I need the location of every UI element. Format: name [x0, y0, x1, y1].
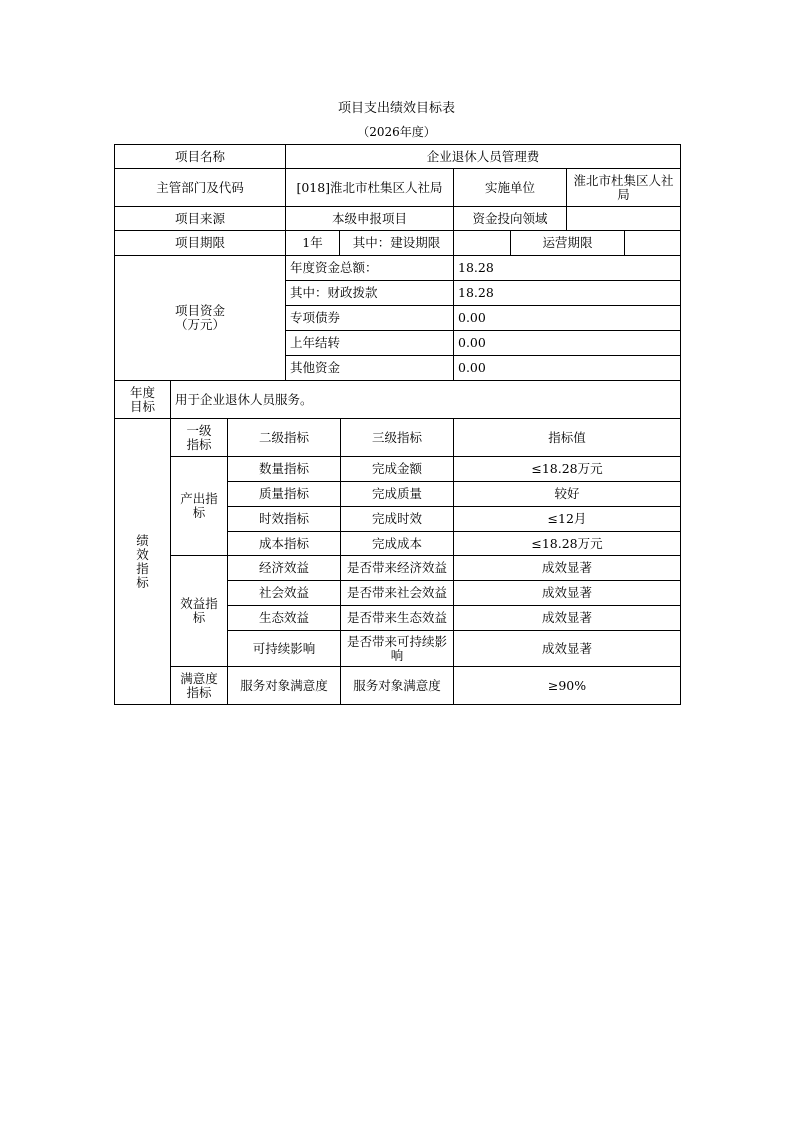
- output-indicator-label: [170, 456, 228, 556]
- funds-row-label: 专项债券: [285, 305, 454, 331]
- benefit-row-l2: 生态效益: [227, 605, 341, 631]
- indicators-side-char: 效: [136, 546, 149, 562]
- benefit-row-l3: 是否带来经济效益: [340, 555, 454, 581]
- output-row-l3: 完成金额: [340, 456, 454, 482]
- output-row-l3: 完成质量: [340, 481, 454, 507]
- output-row-value: 较好: [453, 481, 681, 507]
- funds-row-label: 其中：财政拨款: [285, 280, 454, 306]
- header-value: 指标值: [453, 418, 681, 457]
- benefit-row-value: 成效显著: [453, 605, 681, 631]
- source-label: 项目来源: [114, 206, 286, 231]
- indicators-side-char: 绩: [136, 532, 149, 548]
- header-level1-line1: 一级: [186, 422, 212, 438]
- benefit-sustain-value: 成效显著: [453, 630, 681, 667]
- header-level3: 三级指标: [340, 418, 454, 457]
- project-name-label: 项目名称: [114, 144, 286, 169]
- funds-label-line1: 项目资金: [174, 303, 225, 318]
- satisfaction-label-line2: 指标: [186, 684, 212, 700]
- annual-goal-label-line1: 年度: [129, 384, 155, 400]
- output-row-l3: 完成成本: [340, 531, 454, 556]
- output-row-l2: 时效指标: [227, 506, 341, 532]
- funds-row-label: 其他资金: [285, 355, 454, 381]
- indicators-side-char: 标: [136, 574, 149, 590]
- output-row-l3: 完成时效: [340, 506, 454, 532]
- funds-row-value: 18.28: [453, 255, 681, 281]
- ops-period-value: [624, 230, 681, 256]
- funds-row-value: 0.00: [453, 330, 681, 356]
- output-row-value: ≤12月: [453, 506, 681, 532]
- funds-row-value: 18.28: [453, 280, 681, 306]
- benefit-label-line1: 效益指: [180, 596, 218, 611]
- period-value: 1年: [285, 230, 340, 256]
- direction-value: [566, 206, 681, 231]
- build-period-value: [453, 230, 511, 256]
- output-row-l2: 数量指标: [227, 456, 341, 482]
- satisfaction-label-line1: 满意度: [180, 670, 218, 686]
- page-subtitle-year: （2026年度）: [357, 125, 436, 139]
- source-value: 本级申报项目: [285, 206, 454, 231]
- output-label-line1: 产出指: [180, 491, 218, 506]
- annual-goal-value: 用于企业退休人员服务。: [170, 380, 681, 419]
- funds-label: [114, 255, 286, 381]
- header-level1-line2: 指标: [186, 436, 212, 452]
- benefit-sustain-l3: [340, 630, 454, 667]
- benefit-row-value: 成效显著: [453, 580, 681, 606]
- benefit-label-line2: 标: [192, 610, 206, 625]
- header-level1: [170, 418, 228, 457]
- benefit-sustain-l3-line2: 响: [390, 647, 404, 663]
- page-title: 项目支出绩效目标表: [337, 101, 455, 116]
- satisfaction-indicator-label: [170, 666, 228, 705]
- output-row-l2: 成本指标: [227, 531, 341, 556]
- header-level2: 二级指标: [227, 418, 341, 457]
- indicators-side-char: 指: [136, 560, 149, 576]
- project-name-value: 企业退休人员管理费: [285, 144, 681, 169]
- direction-label: 资金投向领域: [453, 206, 567, 231]
- output-label-line2: 标: [192, 505, 206, 520]
- dept-label: 主管部门及代码: [114, 168, 286, 207]
- benefit-row-l3: 是否带来社会效益: [340, 580, 454, 606]
- satisfaction-l3: 服务对象满意度: [340, 666, 454, 705]
- output-row-value: ≤18.28万元: [453, 456, 681, 482]
- benefit-sustain-l2: 可持续影响: [227, 630, 341, 667]
- benefit-row-value: 成效显著: [453, 555, 681, 581]
- benefit-sustain-l3-line1: 是否带来可持续影: [346, 633, 447, 649]
- impl-unit-value: 淮北市杜集区人社局: [566, 168, 681, 207]
- benefit-indicator-label: [170, 555, 228, 667]
- period-label: 项目期限: [114, 230, 286, 256]
- funds-row-label: 年度资金总额：: [285, 255, 454, 281]
- benefit-row-l2: 经济效益: [227, 555, 341, 581]
- ops-period-label: 运营期限: [510, 230, 625, 256]
- benefit-row-l2: 社会效益: [227, 580, 341, 606]
- output-row-l2: 质量指标: [227, 481, 341, 507]
- funds-row-value: 0.00: [453, 355, 681, 381]
- funds-row-label: 上年结转: [285, 330, 454, 356]
- annual-goal-label-line2: 目标: [129, 398, 155, 414]
- funds-row-value: 0.00: [453, 305, 681, 331]
- impl-unit-label: 实施单位: [453, 168, 567, 207]
- satisfaction-l2: 服务对象满意度: [227, 666, 341, 705]
- indicators-side-label: [114, 418, 171, 705]
- benefit-row-l3: 是否带来生态效益: [340, 605, 454, 631]
- dept-value: [018]淮北市杜集区人社局: [285, 168, 454, 207]
- funds-label-line2: （万元）: [174, 317, 225, 332]
- annual-goal-label: [114, 380, 171, 419]
- build-period-label: 其中：建设期限: [339, 230, 454, 256]
- satisfaction-value: ≥90%: [453, 666, 681, 705]
- output-row-value: ≤18.28万元: [453, 531, 681, 556]
